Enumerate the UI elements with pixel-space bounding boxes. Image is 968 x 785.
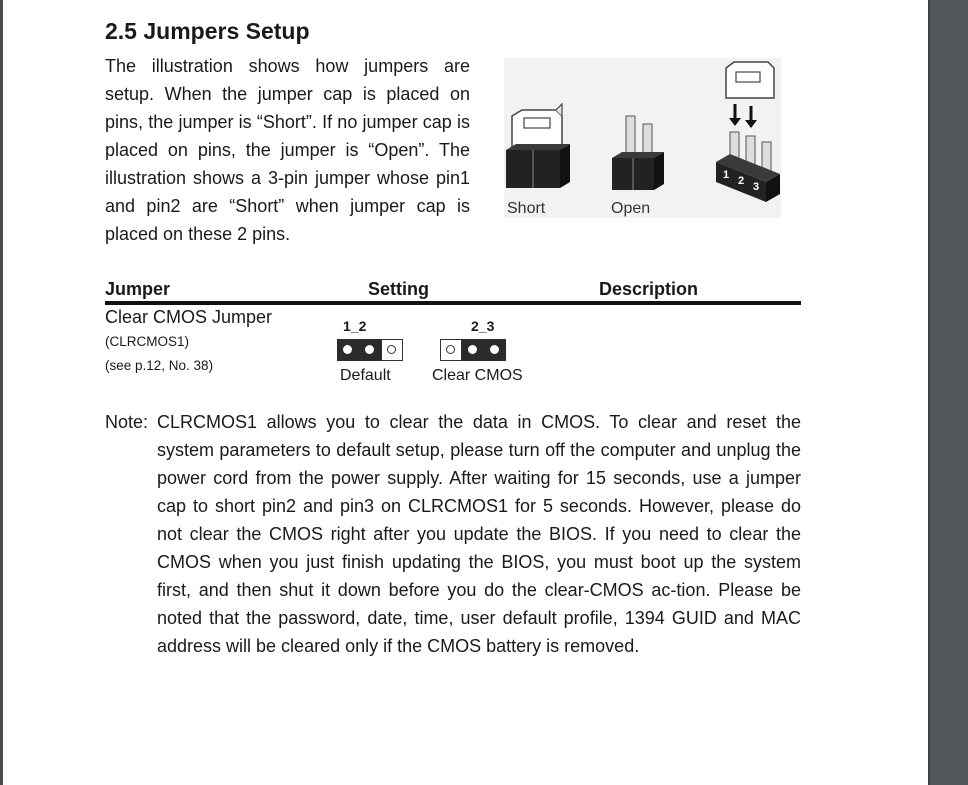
section-title: 2.5 Jumpers Setup	[105, 18, 310, 44]
intro-paragraph: The illustration shows how jumpers are setup. When the jumper cap is placed on pins, the jumper is “Short”. If no jumper cap is placed on pins, the jumper is “Open”. The illustration shows a 3-pin jumper whose pin1 and pin2 are “Short” when jumper cap is placed on these 2 pins.	[105, 56, 470, 244]
short-label: Short	[507, 200, 546, 217]
header-description: Description	[599, 279, 699, 299]
pin-number-1: 1	[723, 169, 730, 181]
short-jumper-graphic	[506, 104, 570, 188]
setting-caption-clear-cmos: Clear CMOS	[432, 367, 523, 384]
pin-open	[440, 339, 462, 361]
jumper-illustration-graphic	[504, 58, 781, 218]
setting-pins-default: 1_2	[343, 318, 367, 334]
pin-shorted	[359, 339, 381, 361]
jumper-id: (CLRCMOS1)	[105, 334, 190, 349]
viewer-right-panel	[928, 0, 968, 785]
pin-number-3: 3	[753, 181, 760, 193]
note-text: CLRCMOS1 allows you to clear the data in CMOS. To clear and reset the system parameters to default setup, please turn off the computer and unplug the power cord from the power supply. After waiting for 15 seconds, use a jumper cap to short pin2 and pin3 on CLRCMOS1 for 5 seconds. However, please do not clear the CMOS right after you update the BIOS. If you need to clear the CMOS when you just finish updating the BIOS, you must boot up the system first, and then shut it down before you do the clear-CMOS ac-tion. Please be noted that the password, date, time, user default profile, 1394 GUID and MAC address will be cleared only if the CMOS battery is removed.	[157, 412, 801, 656]
pin-shorted	[484, 339, 506, 361]
document-page	[3, 0, 928, 785]
three-pin-jumper-graphic	[716, 62, 780, 202]
note-label: Note:	[105, 412, 149, 432]
pin-shorted	[462, 339, 484, 361]
header-setting: Setting	[368, 279, 429, 299]
setting-caption-default: Default	[340, 367, 391, 384]
jumper-page-ref: (see p.12, No. 38)	[105, 358, 214, 373]
table-header-rule	[105, 301, 801, 305]
jumper-illustration	[504, 58, 781, 218]
open-jumper-graphic	[612, 116, 664, 190]
pin-open	[381, 339, 403, 361]
open-label: Open	[611, 200, 651, 217]
setting-pins-clear: 2_3	[471, 318, 495, 334]
pin-number-2: 2	[738, 175, 745, 187]
header-jumper: Jumper	[105, 279, 171, 299]
pin-shorted	[337, 339, 359, 361]
jumper-pins-default	[337, 339, 403, 361]
jumper-pins-clear-cmos	[440, 339, 506, 361]
jumper-name: Clear CMOS Jumper	[105, 307, 273, 327]
